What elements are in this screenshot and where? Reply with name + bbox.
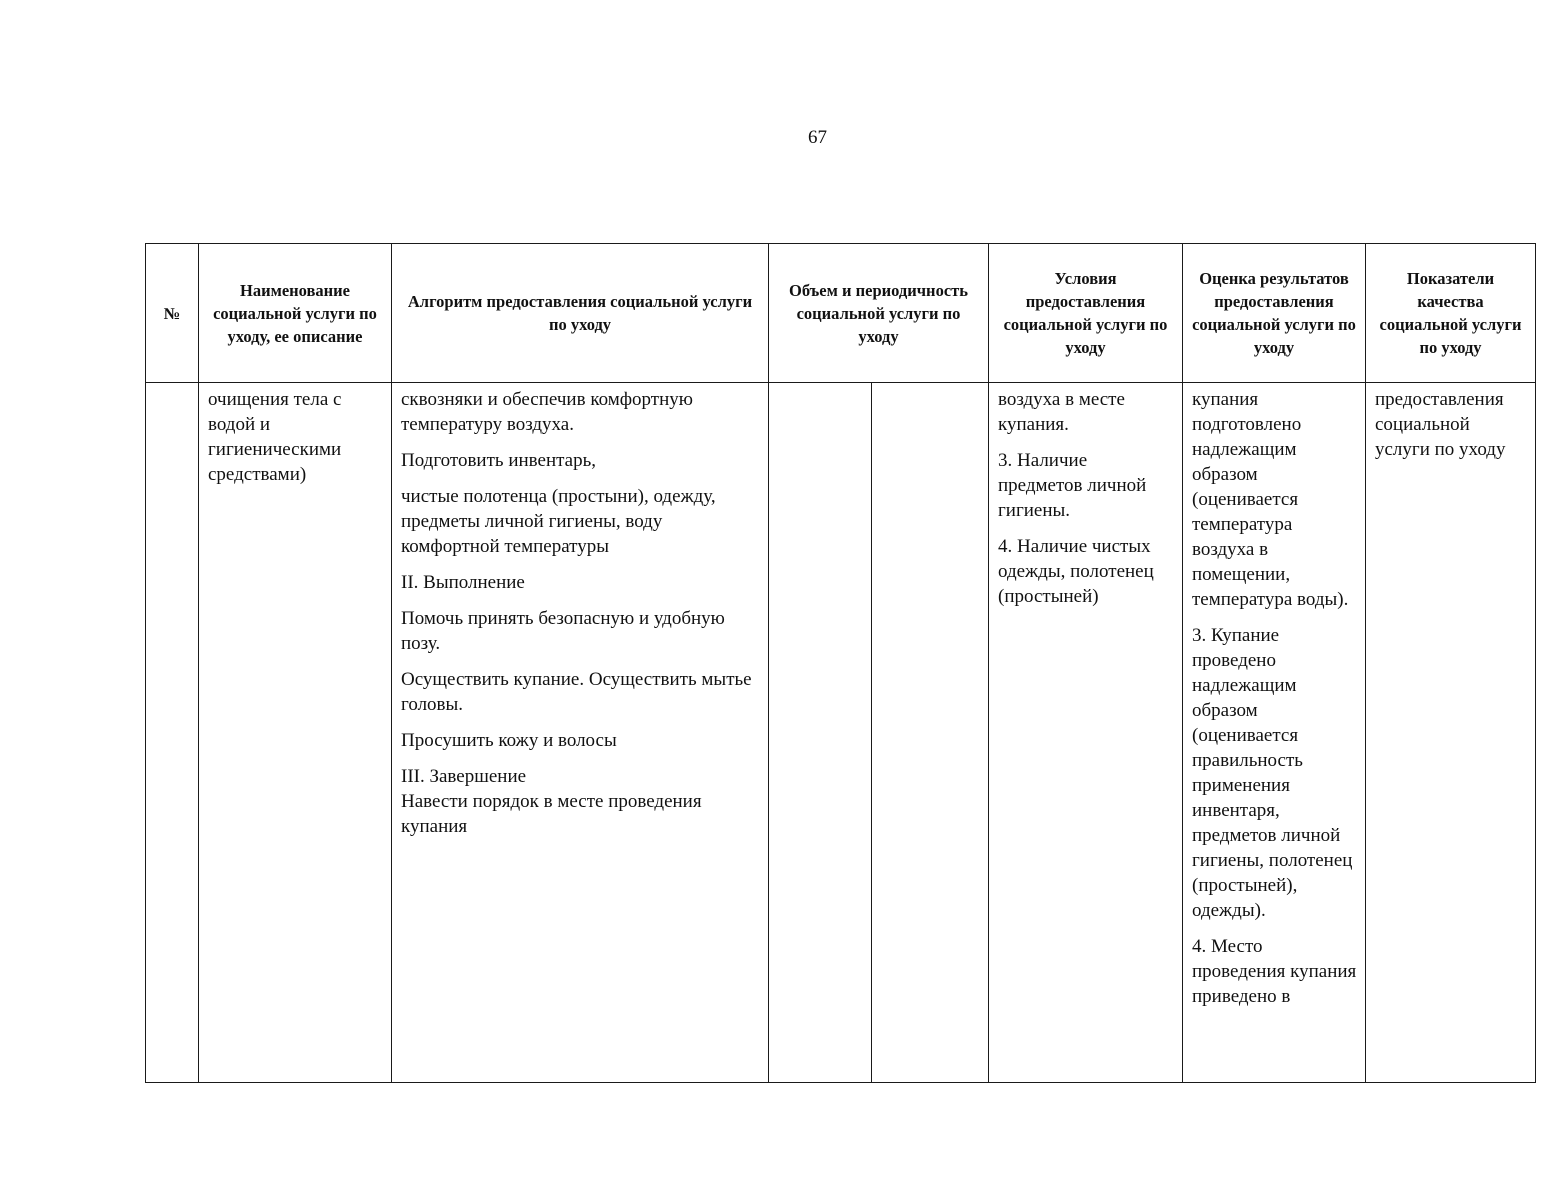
algorithm-line: Осуществить купание. Осуществить мытье головы. <box>401 669 752 715</box>
algorithm-line: Помочь принять безопасную и удобную позу. <box>401 608 725 654</box>
algorithm-line: Подготовить инвентарь, <box>401 450 597 471</box>
conditions-line: 3. Наличие предметов личной гигиены. <box>998 450 1147 521</box>
header-conditions: Условия предоставления социальной услуги по уходу <box>989 244 1183 383</box>
cell-service-name <box>199 383 392 1083</box>
table-header-row <box>146 244 1536 383</box>
quality-text: предоставления социальной услуги по уходу <box>1375 389 1506 460</box>
conditions-line: 4. Наличие чистых одежды, полотенец (простыней) <box>998 536 1154 607</box>
cell-volume-b <box>872 383 989 1083</box>
header-service-name: Наименование социальной услуги по уходу, ее описание <box>199 244 392 383</box>
cell-number <box>146 383 199 1083</box>
header-evaluation: Оценка результатов предоставления социальной услуги по уходу <box>1183 244 1366 383</box>
header-quality: Показатели качества социальной услуги по уходу <box>1366 244 1536 383</box>
cell-algorithm <box>392 383 769 1083</box>
evaluation-line: 3. Купание проведено надлежащим образом (оценивается правильность применения инвентаря, предметов личной гигиены, полотенец (простыней), одежды). <box>1192 625 1353 921</box>
algorithm-section-heading: II. Выполнение <box>401 572 525 593</box>
algorithm-section-heading: III. Завершение <box>401 766 527 787</box>
evaluation-line: 4. Место проведения купания приведено в <box>1192 936 1357 1007</box>
cell-conditions <box>989 383 1183 1083</box>
algorithm-line: Навести порядок в месте проведения купания <box>401 791 702 837</box>
cell-evaluation <box>1183 383 1366 1083</box>
header-volume: Объем и периодичность социальной услуги по уходу <box>769 244 989 383</box>
page-number: 67 <box>808 127 827 148</box>
service-name-text: очищения тела с водой и гигиеническими средствами) <box>208 389 342 485</box>
conditions-line: воздуха в месте купания. <box>998 389 1125 435</box>
table-row <box>146 383 1536 1083</box>
algorithm-line: сквозняки и обеспечив комфортную температуру воздуха. <box>401 389 693 435</box>
header-number: № <box>146 244 199 383</box>
header-algorithm: Алгоритм предоставления социальной услуги по уходу <box>392 244 769 383</box>
evaluation-line: купания подготовлено надлежащим образом (оценивается температура воздуха в помещении, температура воды). <box>1192 389 1349 610</box>
algorithm-line: Просушить кожу и волосы <box>401 730 617 751</box>
algorithm-line: чистые полотенца (простыни), одежду, предметы личной гигиены, воду комфортной температуры <box>401 486 716 557</box>
cell-quality <box>1366 383 1536 1083</box>
cell-volume-a <box>769 383 872 1083</box>
services-table <box>145 243 1536 1083</box>
